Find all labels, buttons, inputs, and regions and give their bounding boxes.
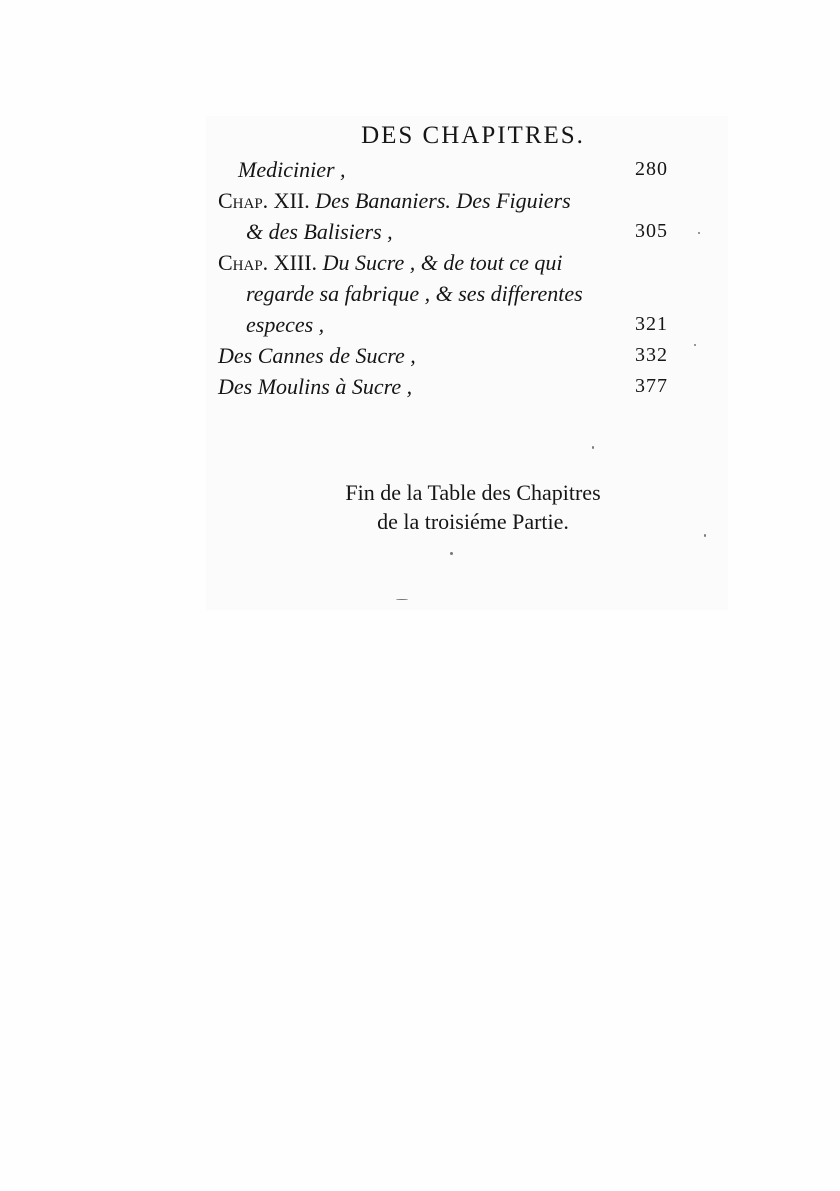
toc-entry [218, 154, 668, 185]
page-number: 280 [635, 158, 668, 180]
toc-entry [218, 371, 668, 402]
scan-speck [694, 344, 696, 346]
toc-entry [218, 278, 668, 309]
toc-entry [218, 216, 668, 247]
end-note [206, 478, 728, 536]
scanned-page [206, 116, 728, 610]
entry-title: Du Sucre , & de tout ce qui [322, 250, 563, 275]
toc-entry [218, 340, 668, 371]
entry-title: Medicinier , [238, 157, 346, 182]
page-number: 305 [635, 220, 668, 242]
end-note-line-2: de la troisiéme Partie. [377, 509, 569, 534]
chapter-label: Chap. XIII. [218, 250, 318, 275]
scan-speck [592, 446, 594, 449]
entry-title: & des Balisiers , [246, 219, 393, 244]
scan-speck [704, 534, 706, 537]
toc-entry [218, 309, 668, 340]
entry-title: Des Moulins à Sucre , [218, 374, 413, 399]
scan-speck [396, 599, 408, 600]
page-number: 377 [635, 375, 668, 397]
entry-title: especes , [246, 312, 325, 337]
page-number: 321 [635, 313, 668, 335]
entry-title: Des Bananiers. Des Figuiers [315, 188, 571, 213]
entry-title: Des Cannes de Sucre , [218, 343, 416, 368]
page-header: DES CHAPITRES. [361, 122, 585, 149]
chapter-label: Chap. XII. [218, 188, 310, 213]
table-of-contents [218, 154, 668, 402]
end-note-line-1: Fin de la Table des Chapitres [345, 480, 601, 505]
scan-speck [450, 552, 453, 555]
scan-speck [698, 232, 700, 234]
entry-title: regarde sa fabrique , & ses differentes [246, 281, 583, 306]
toc-entry [218, 247, 668, 278]
page-number: 332 [635, 344, 668, 366]
toc-entry [218, 185, 668, 216]
